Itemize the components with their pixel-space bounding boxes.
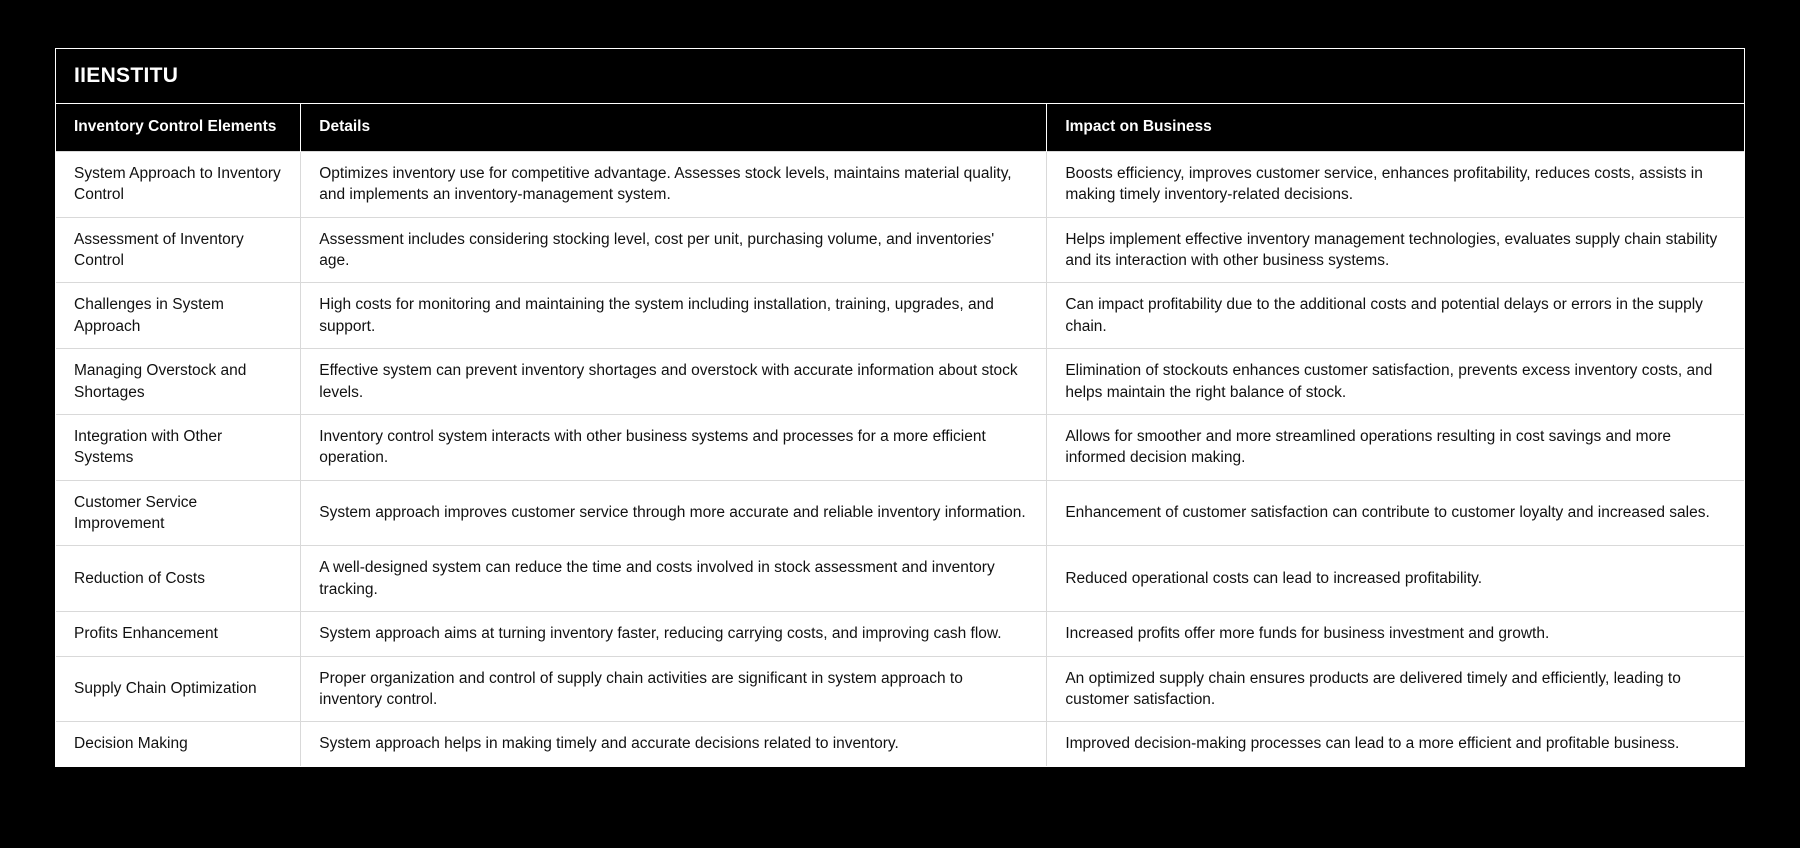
details-cell: Assessment includes considering stocking level, cost per unit, purchasing volume, and inventories' age.: [301, 217, 1047, 283]
details-cell: Optimizes inventory use for competitive advantage. Assesses stock levels, maintains material quality, and implements an inventory-management system.: [301, 151, 1047, 217]
table-body: [56, 151, 1744, 765]
element-cell: Decision Making: [56, 722, 301, 766]
element-cell: Challenges in System Approach: [56, 283, 301, 349]
table-row: [56, 151, 1744, 217]
details-cell: A well-designed system can reduce the time and costs involved in stock assessment and inventory tracking.: [301, 546, 1047, 612]
impact-cell: An optimized supply chain ensures products are delivered timely and efficiently, leading to customer satisfaction.: [1047, 656, 1744, 722]
table-row: [56, 217, 1744, 283]
table-header-row: [56, 104, 1744, 151]
table-row: [56, 414, 1744, 480]
impact-cell: Improved decision-making processes can lead to a more efficient and profitable business.: [1047, 722, 1744, 766]
impact-cell: Can impact profitability due to the additional costs and potential delays or errors in the supply chain.: [1047, 283, 1744, 349]
element-cell: Integration with Other Systems: [56, 414, 301, 480]
impact-cell: Boosts efficiency, improves customer service, enhances profitability, reduces costs, assists in making timely inventory-related decisions.: [1047, 151, 1744, 217]
details-cell: Inventory control system interacts with other business systems and processes for a more efficient operation.: [301, 414, 1047, 480]
table-row: [56, 283, 1744, 349]
col-header-elements: Inventory Control Elements: [56, 104, 301, 151]
element-cell: Managing Overstock and Shortages: [56, 349, 301, 415]
table-row: [56, 722, 1744, 766]
details-cell: System approach aims at turning inventory faster, reducing carrying costs, and improving cash flow.: [301, 612, 1047, 656]
impact-cell: Increased profits offer more funds for business investment and growth.: [1047, 612, 1744, 656]
table-row: [56, 612, 1744, 656]
impact-cell: Reduced operational costs can lead to increased profitability.: [1047, 546, 1744, 612]
details-cell: High costs for monitoring and maintaining the system including installation, training, upgrades, and support.: [301, 283, 1047, 349]
element-cell: Reduction of Costs: [56, 546, 301, 612]
details-cell: System approach helps in making timely and accurate decisions related to inventory.: [301, 722, 1047, 766]
col-header-impact: Impact on Business: [1047, 104, 1744, 151]
details-cell: System approach improves customer service through more accurate and reliable inventory information.: [301, 480, 1047, 546]
table-row: [56, 546, 1744, 612]
element-cell: Customer Service Improvement: [56, 480, 301, 546]
page-title: IIENSTITU: [56, 49, 1744, 104]
table-card: [55, 48, 1745, 767]
element-cell: Profits Enhancement: [56, 612, 301, 656]
impact-cell: Elimination of stockouts enhances customer satisfaction, prevents excess inventory costs, and helps maintain the right balance of stock.: [1047, 349, 1744, 415]
table-row: [56, 656, 1744, 722]
col-header-details: Details: [301, 104, 1047, 151]
table-row: [56, 349, 1744, 415]
element-cell: Supply Chain Optimization: [56, 656, 301, 722]
impact-cell: Helps implement effective inventory management technologies, evaluates supply chain stability and its interaction with other business systems.: [1047, 217, 1744, 283]
details-cell: Proper organization and control of supply chain activities are significant in system approach to inventory control.: [301, 656, 1047, 722]
details-cell: Effective system can prevent inventory shortages and overstock with accurate information about stock levels.: [301, 349, 1047, 415]
element-cell: System Approach to Inventory Control: [56, 151, 301, 217]
inventory-control-table: [56, 104, 1744, 766]
element-cell: Assessment of Inventory Control: [56, 217, 301, 283]
impact-cell: Enhancement of customer satisfaction can contribute to customer loyalty and increased sales.: [1047, 480, 1744, 546]
impact-cell: Allows for smoother and more streamlined operations resulting in cost savings and more informed decision making.: [1047, 414, 1744, 480]
table-row: [56, 480, 1744, 546]
